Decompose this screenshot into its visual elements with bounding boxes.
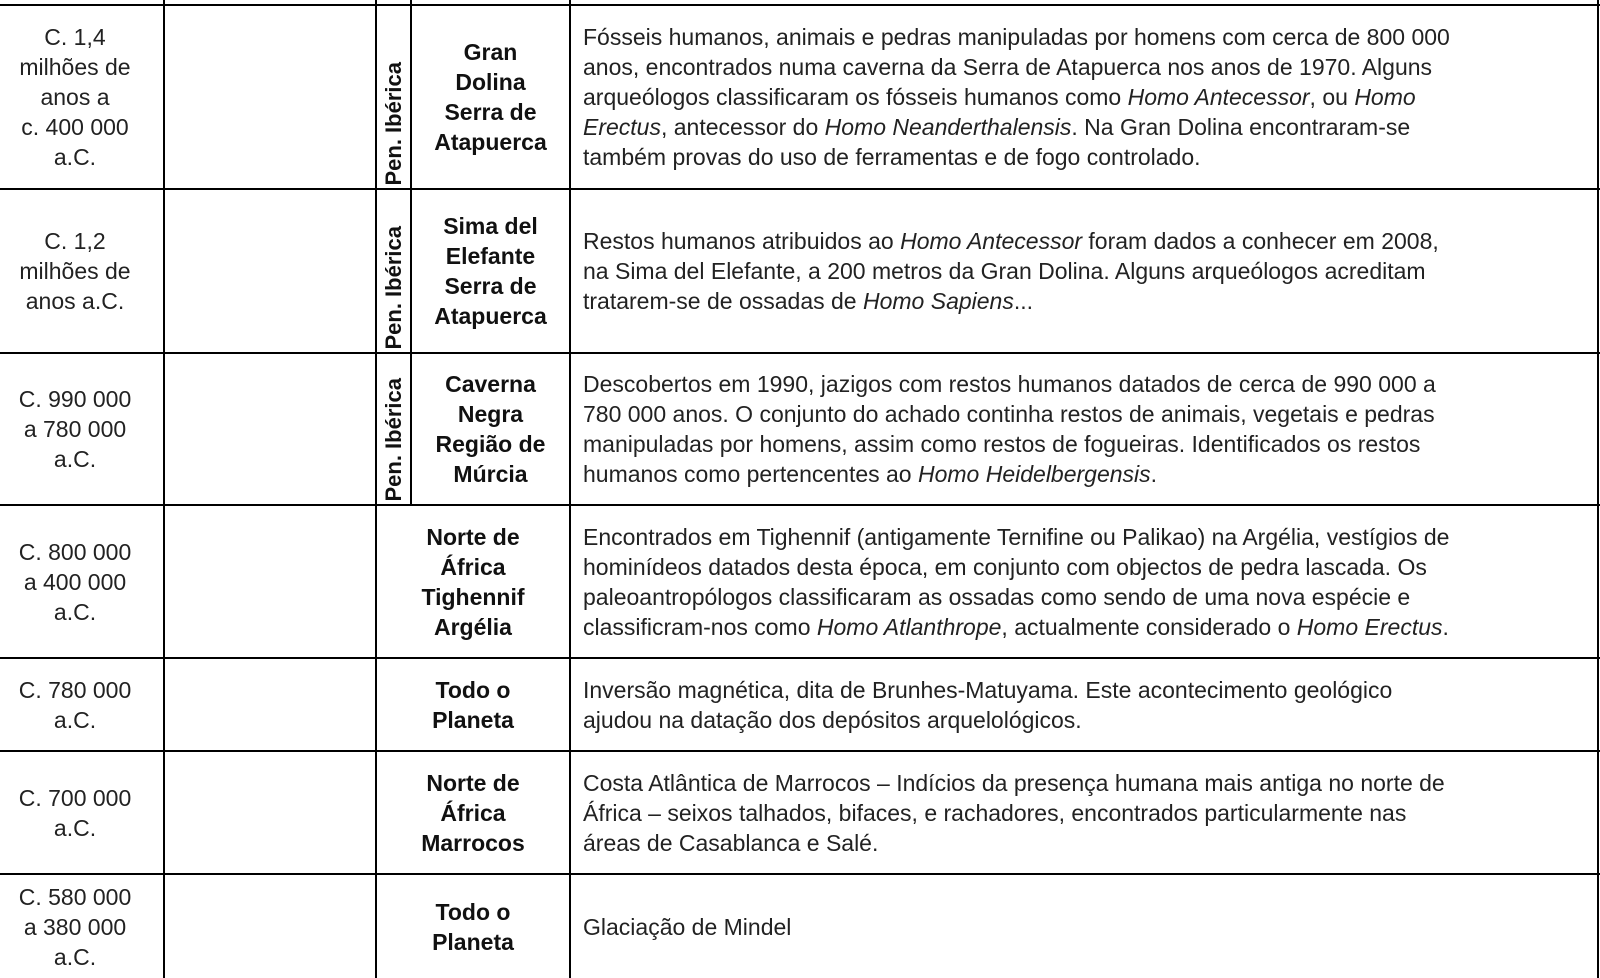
desc-line: na Sima del Elefante, a 200 metros da Gran Dolina. Alguns arqueólogos acreditam — [583, 258, 1426, 284]
place-line: África — [440, 799, 506, 826]
column-divider — [163, 0, 165, 978]
desc-line — [583, 226, 1439, 256]
description-cell — [583, 875, 1591, 978]
date-line: C. 580 000 — [18, 883, 132, 910]
desc-text: foram dados a conhecer em 2008, — [1082, 228, 1439, 254]
desc-line — [583, 82, 1450, 112]
place-line: Gran — [463, 39, 518, 65]
desc-text: arqueólogos classificaram os fósseis humanos como — [583, 84, 1128, 110]
date-line: C. 780 000 — [18, 676, 132, 703]
place-cell — [412, 190, 569, 352]
species-name: Homo Antecessor — [1127, 84, 1310, 110]
date-line: anos a — [40, 84, 110, 110]
description-cell — [583, 506, 1591, 657]
date-line: a.C. — [53, 598, 97, 625]
date-cell — [0, 659, 150, 750]
desc-text: . Na Gran Dolina encontraram-se — [1071, 114, 1411, 140]
place-line: Atapuerca — [434, 129, 547, 155]
desc-line: Descobertos em 1990, jazigos com restos humanos datados de cerca de 990 000 a — [583, 371, 1436, 397]
desc-line: África – seixos talhados, bifaces, e rachadores, encontrados particularmente nas — [583, 799, 1407, 826]
desc-line: Fósseis humanos, animais e pedras manipuladas por homens com cerca de 800 000 — [583, 24, 1450, 50]
place-line: Serra de — [444, 273, 537, 299]
place-line: Todo o — [435, 676, 511, 703]
date-line: a 380 000 — [23, 913, 127, 940]
date-line: anos a.C. — [25, 288, 125, 314]
place-line: Serra de — [444, 99, 537, 125]
date-line: C. 700 000 — [18, 784, 132, 811]
place-line: Tighennif — [421, 583, 525, 610]
region-label-cell — [376, 190, 411, 352]
species-name: Homo Neanderthalensis — [824, 114, 1072, 140]
place-line: Elefante — [445, 243, 536, 269]
desc-line: Glaciação de Mindel — [583, 913, 792, 940]
place-line: África — [440, 553, 506, 580]
place-line: Região de — [435, 431, 546, 457]
desc-text: ... — [1013, 288, 1034, 314]
place-cell — [412, 6, 569, 188]
date-line: a 400 000 — [23, 568, 127, 595]
place-cell — [377, 506, 569, 657]
desc-line — [583, 286, 1439, 316]
desc-text: Restos humanos atribuidos ao — [583, 228, 901, 254]
column-divider — [569, 0, 571, 978]
place-line: Dolina — [455, 69, 526, 95]
date-line: C. 1,4 — [44, 24, 106, 50]
date-line: a.C. — [53, 706, 97, 733]
description-cell — [583, 190, 1591, 352]
date-line: c. 400 000 — [21, 114, 129, 140]
description-cell — [583, 6, 1591, 188]
species-name: Homo Erectus — [1296, 613, 1443, 640]
place-line: Norte de — [426, 523, 520, 550]
species-name: Homo — [1354, 84, 1416, 110]
date-line: a 780 000 — [23, 416, 127, 442]
place-line: Marrocos — [421, 829, 525, 856]
region-label: Pen. Ibérica — [380, 62, 406, 186]
place-line: Planeta — [432, 706, 514, 733]
place-cell — [377, 752, 569, 873]
date-line: a.C. — [53, 144, 97, 170]
region-label-cell — [376, 354, 411, 504]
region-label: Pen. Ibérica — [380, 378, 406, 502]
desc-line: anos, encontrados numa caverna da Serra de Atapuerca nos anos de 1970. Alguns — [583, 54, 1433, 80]
desc-text: classificram-nos como — [583, 613, 817, 640]
desc-line: Encontrados em Tighennif (antigamente Ternifine ou Palikao) na Argélia, vestígios de — [583, 523, 1450, 550]
species-name: Homo Sapiens — [862, 288, 1014, 314]
region-label-cell — [376, 6, 411, 188]
date-line: a.C. — [53, 943, 97, 970]
place-line: Norte de — [426, 769, 520, 796]
description-cell — [583, 752, 1591, 873]
desc-text: . — [1150, 461, 1158, 487]
desc-line: manipuladas por homens, assim como restos de fogueiras. Identificados os restos — [583, 431, 1421, 457]
date-cell — [0, 752, 150, 873]
species-name: Homo Antecessor — [900, 228, 1083, 254]
species-name: Homo Heidelbergensis — [917, 461, 1151, 487]
date-line: a.C. — [53, 446, 97, 472]
date-line: C. 1,2 — [44, 228, 106, 254]
desc-text: , actualmente considerado o — [1001, 613, 1297, 640]
right-border — [1597, 0, 1599, 978]
species-name: Homo Atlanthrope — [816, 613, 1002, 640]
place-line: Negra — [457, 401, 524, 427]
desc-line: áreas de Casablanca e Salé. — [583, 829, 879, 856]
date-cell — [0, 354, 150, 504]
desc-line: paleoantropólogos classificaram as ossadas como sendo de uma nova espécie e — [583, 583, 1411, 610]
place-line: Caverna — [445, 371, 536, 397]
place-cell — [377, 659, 569, 750]
date-line: milhões de — [19, 258, 131, 284]
place-cell — [377, 875, 569, 978]
date-cell — [0, 506, 150, 657]
desc-line — [583, 112, 1450, 142]
date-cell — [0, 6, 150, 188]
date-line: milhões de — [19, 54, 131, 80]
desc-text: , antecessor do — [660, 114, 825, 140]
date-line: C. 800 000 — [18, 538, 132, 565]
desc-line: 780 000 anos. O conjunto do achado continha restos de animais, vegetais e pedras — [583, 401, 1435, 427]
desc-line — [583, 459, 1436, 489]
date-cell — [0, 875, 150, 978]
date-cell — [0, 190, 150, 352]
place-line: Atapuerca — [434, 303, 547, 329]
place-line: Todo o — [435, 898, 511, 925]
desc-text: tratarem-se de ossadas de — [583, 288, 863, 314]
desc-text: . — [1442, 613, 1449, 640]
desc-text: humanos como pertencentes ao — [583, 461, 918, 487]
desc-line: hominídeos datados desta época, em conjunto com objectos de pedra lascada. Os — [583, 553, 1427, 580]
species-name: Erectus — [583, 114, 661, 140]
place-line: Argélia — [434, 613, 512, 640]
region-label: Pen. Ibérica — [380, 226, 406, 350]
desc-line: Costa Atlântica de Marrocos – Indícios da presença humana mais antiga no norte de — [583, 769, 1445, 796]
desc-line: também provas do uso de ferramentas e de fogo controlado. — [583, 144, 1201, 170]
desc-text: , ou — [1309, 84, 1355, 110]
place-line: Múrcia — [453, 461, 528, 487]
description-cell — [583, 659, 1591, 750]
desc-line: Inversão magnética, dita de Brunhes-Matuyama. Este acontecimento geológico — [583, 676, 1393, 703]
place-line: Planeta — [432, 928, 514, 955]
place-cell — [412, 354, 569, 504]
place-line: Sima del — [443, 213, 538, 239]
description-cell — [583, 354, 1591, 504]
desc-line — [583, 612, 1449, 642]
desc-line: ajudou na datação dos depósitos arquelológicos. — [583, 706, 1082, 733]
date-line: a.C. — [53, 814, 97, 841]
date-line: C. 990 000 — [18, 386, 132, 412]
